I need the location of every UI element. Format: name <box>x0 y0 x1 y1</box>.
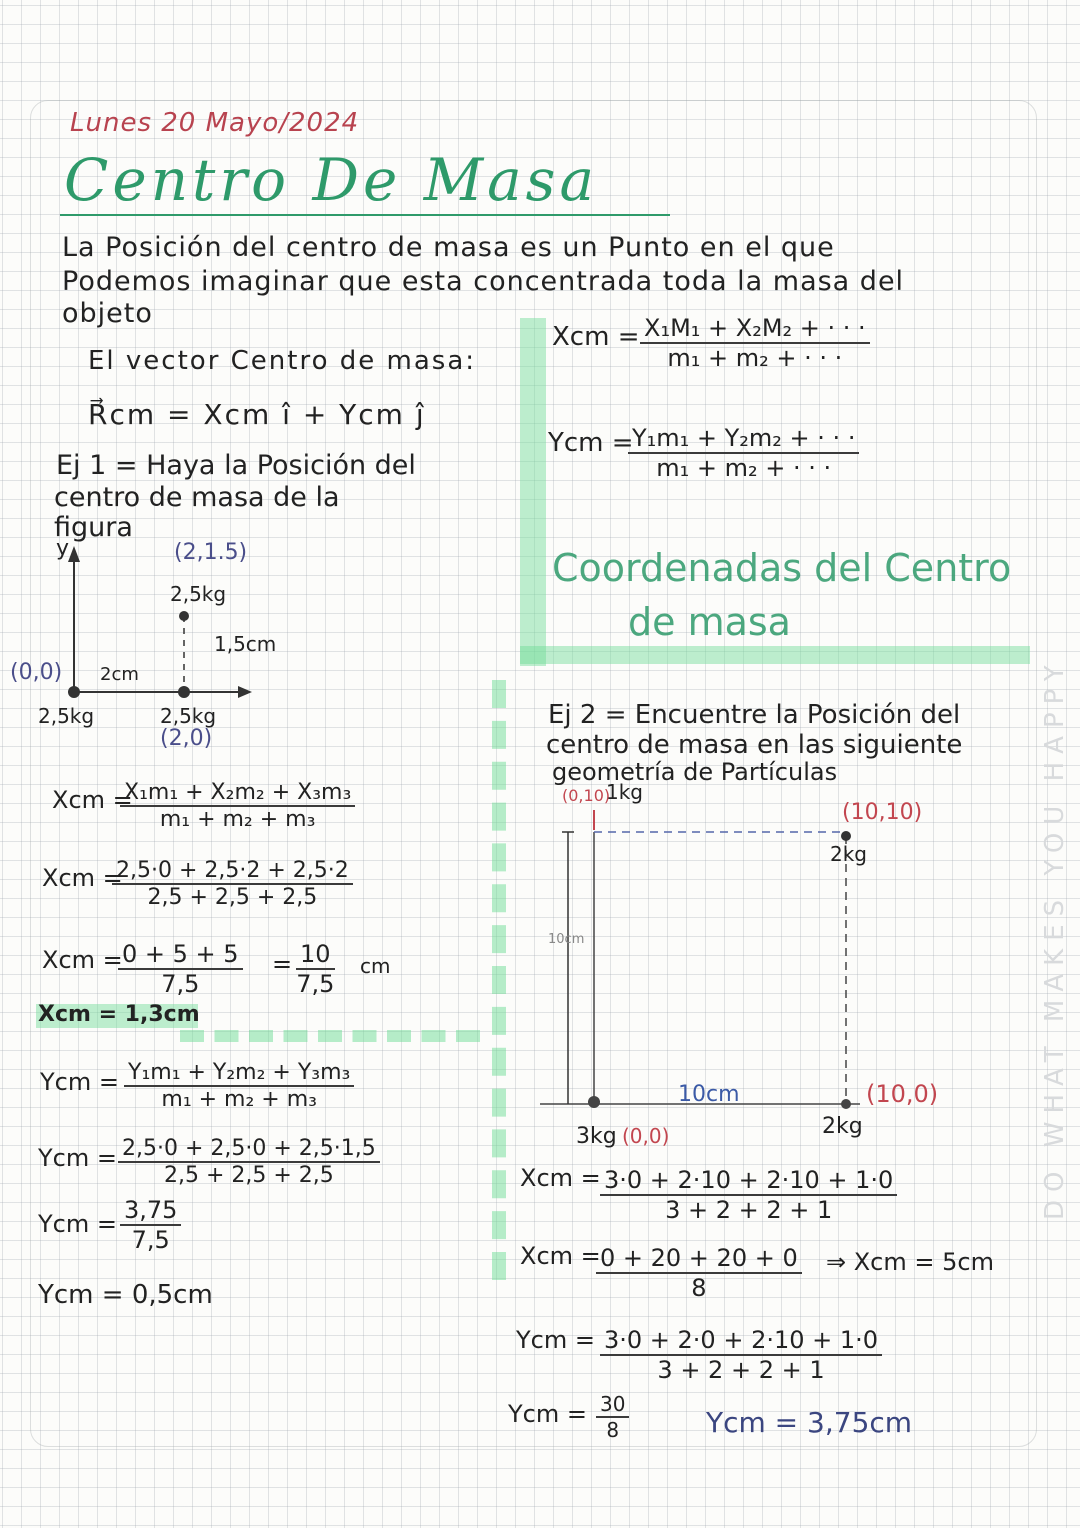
ej2-bottom-left-coord: (0,0) <box>622 1124 670 1148</box>
ej2-y2-lhs: Ycm = <box>508 1400 587 1428</box>
ej1-y3-lhs: Ycm = <box>38 1210 117 1238</box>
xcm-general-denominator: m₁ + m₂ + · · · <box>667 344 843 372</box>
ej1-top-coord: (2,1.5) <box>174 540 248 565</box>
ej2-width-label: 10cm <box>678 1082 740 1107</box>
intro-line-3: objeto <box>62 298 153 329</box>
ej1-x-result: Xcm = 1,3cm <box>38 1002 200 1027</box>
ej2-x1-fraction <box>600 1166 897 1224</box>
xcm-general-lhs: Xcm = <box>552 322 640 352</box>
page-title: Centro De Masa <box>64 146 599 214</box>
side-watermark: DO WHAT MAKES YOU HAPPY <box>1040 657 1070 1220</box>
ej1-height-label: 1,5cm <box>214 632 277 656</box>
ej1-x2-denominator: 2,5 + 2,5 + 2,5 <box>147 885 318 910</box>
ej2-height-label: 10cm <box>548 932 585 947</box>
ej1-y1-lhs: Ycm = <box>40 1068 119 1096</box>
ej2-point-bottom-left <box>588 1096 600 1108</box>
ej2-x2-fraction <box>596 1244 802 1302</box>
ej2-top-right-mass: 2kg <box>830 842 868 866</box>
ej1-origin-coord: (0,0) <box>10 660 63 685</box>
ej2-bottom-left-mass: 3kg <box>576 1124 617 1149</box>
ej1-y2-lhs: Ycm = <box>38 1144 117 1172</box>
ej2-y1-fraction <box>600 1326 882 1384</box>
ej2-bottom-right-mass: 2kg <box>822 1114 863 1139</box>
ej1-x3-numerator-2: 10 <box>296 940 335 970</box>
ej1-title: Ej 1 = Haya la Posición del <box>56 450 416 481</box>
ej2-x2-lhs: Xcm = <box>520 1242 601 1270</box>
ej1-y1-denominator: m₁ + m₂ + m₃ <box>161 1087 317 1112</box>
ej1-x2-numerator: 2,5·0 + 2,5·2 + 2,5·2 <box>112 858 353 885</box>
ej2-y-result: Ycm = 3,75cm <box>706 1406 913 1439</box>
ej1-x1-numerator: X₁m₁ + X₂m₂ + X₃m₃ <box>120 780 355 807</box>
intro-line-1: La Posición del centro de masa es un Punto en el que <box>62 232 835 263</box>
ej1-width-label: 2cm <box>100 664 139 685</box>
ycm-general-denominator: m₁ + m₂ + · · · <box>656 454 832 482</box>
ej1-x3-lhs: Xcm = <box>42 946 123 974</box>
ej1-right-mass: 2,5kg <box>160 704 217 728</box>
ej1-x3-equals: = <box>272 950 293 978</box>
ej2-y1-lhs: Ycm = <box>516 1326 595 1354</box>
ej2-top-left-coord: (0,10) <box>562 786 611 805</box>
ej1-x3-denominator-2: 7,5 <box>296 970 335 998</box>
ej1-line-3: figura <box>54 512 133 543</box>
ej1-y2-numerator: 2,5·0 + 2,5·0 + 2,5·1,5 <box>118 1136 380 1163</box>
ej2-x2-denominator: 8 <box>691 1274 707 1302</box>
ej2-y2-fraction <box>596 1392 629 1442</box>
ycm-general-numerator: Y₁m₁ + Y₂m₂ + · · · <box>628 424 859 454</box>
ej1-top-mass: 2,5kg <box>170 582 227 606</box>
ej2-line-3: geometría de Partículas <box>552 758 838 786</box>
ej2-bottom-right-coord: (10,0) <box>866 1080 939 1108</box>
coords-label-line-2: de masa <box>628 600 791 644</box>
ej1-origin-mass: 2,5kg <box>38 704 95 728</box>
ej2-x1-lhs: Xcm = <box>520 1164 601 1192</box>
ej2-y2-numerator: 30 <box>596 1392 629 1418</box>
ej1-x3-numerator: 0 + 5 + 5 <box>118 940 243 970</box>
vector-formula: R⃗cm = Xcm î + Ycm ĵ <box>88 398 426 431</box>
page-date: Lunes 20 Mayo/2024 <box>70 108 360 138</box>
intro-line-2: Podemos imaginar que esta concentrada toda la masa del <box>62 266 905 297</box>
ej1-y3-denominator: 7,5 <box>131 1226 170 1254</box>
ej1-y2-denominator: 2,5 + 2,5 + 2,5 <box>163 1163 334 1188</box>
ej2-title: Ej 2 = Encuentre la Posición del <box>548 700 961 730</box>
ej1-x2-lhs: Xcm = <box>42 864 123 892</box>
ej1-x1-lhs: Xcm = <box>52 786 133 814</box>
ej1-x1-denominator: m₁ + m₂ + m₃ <box>159 807 316 832</box>
ycm-general-lhs: Ycm = <box>548 428 634 458</box>
ej2-y1-denominator: 3 + 2 + 2 + 1 <box>657 1356 825 1384</box>
ej1-right-coord: (2,0) <box>160 726 213 751</box>
ej2-top-left-mass: 1kg <box>606 780 644 804</box>
xcm-general-numerator: X₁M₁ + X₂M₂ + · · · <box>640 314 870 344</box>
ej2-top-right-coord: (10,10) <box>842 800 923 825</box>
ej1-x3-denominator: 7,5 <box>161 970 200 998</box>
ej2-x1-numerator: 3·0 + 2·10 + 2·10 + 1·0 <box>600 1166 897 1196</box>
ej1-y3-numerator: 3,75 <box>120 1196 181 1226</box>
ej1-x3-unit: cm <box>360 954 391 978</box>
ej2-line-2: centro de masa en las siguiente <box>546 730 963 760</box>
coords-label-line-1: Coordenadas del Centro <box>552 546 1012 590</box>
ej1-y-axis-label: y <box>56 536 70 561</box>
ej2-x-result: ⇒ Xcm = 5cm <box>826 1248 994 1276</box>
vector-label: El vector Centro de masa: <box>88 346 477 376</box>
ej2-x2-numerator: 0 + 20 + 20 + 0 <box>596 1244 802 1274</box>
ej1-y1-numerator: Y₁m₁ + Y₂m₂ + Y₃m₃ <box>124 1060 354 1087</box>
ej2-x1-denominator: 3 + 2 + 2 + 1 <box>665 1196 833 1224</box>
ej1-y-result: Ycm = 0,5cm <box>38 1280 213 1310</box>
ej1-line-2: centro de masa de la <box>54 482 340 513</box>
ej2-y2-denominator: 8 <box>606 1418 620 1442</box>
ej2-y1-numerator: 3·0 + 2·0 + 2·10 + 1·0 <box>600 1326 882 1356</box>
ej2-point-top-right <box>841 831 851 841</box>
ej2-point-bottom-right <box>841 1099 851 1109</box>
